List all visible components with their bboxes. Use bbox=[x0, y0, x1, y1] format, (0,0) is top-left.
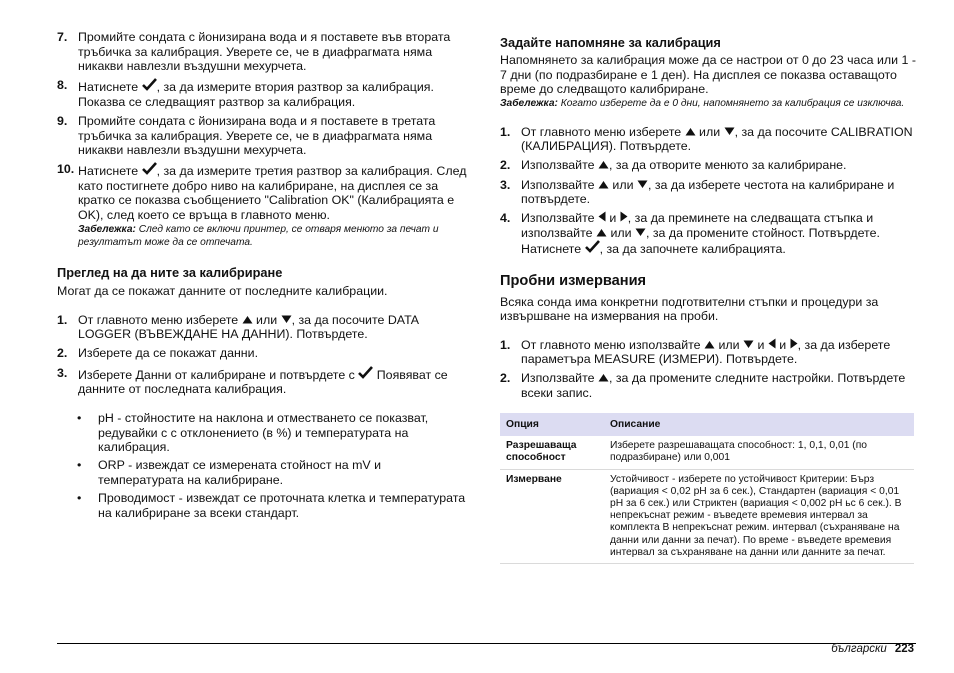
step-text: Промийте сондата с йонизирана вода и я поставете във втората тръбичка за калибрация. Уверете се, че в диафрагмата няма никакви навлезли въздушни мехурчета. bbox=[78, 30, 451, 74]
step-number: 2. bbox=[500, 158, 511, 173]
checkmark-icon bbox=[585, 240, 600, 253]
reminder-step-2 bbox=[500, 158, 916, 173]
step-text-pre: Използвайте bbox=[521, 177, 595, 192]
arrow-up-icon bbox=[704, 340, 715, 349]
step-text-pre: От главното меню изберете bbox=[78, 312, 239, 327]
samples-intro: Всяка сонда има конкретни подготвителни стъпки и процедури за извършване на измервания на проби. bbox=[500, 294, 879, 324]
step-number: 8. bbox=[57, 78, 68, 93]
arrow-up-icon bbox=[596, 228, 607, 237]
note-label: Забележка: bbox=[500, 97, 558, 109]
step-text-post: , за да преминете на следващата стъпка и bbox=[627, 211, 874, 226]
step-text-mid: и bbox=[609, 211, 617, 226]
step-text: Изберете да се покажат данни. bbox=[78, 346, 259, 361]
page-footer bbox=[831, 643, 914, 655]
step-text-line2-post: , за да промените стойност. Потвърдете. bbox=[645, 225, 880, 240]
step-number: 1. bbox=[500, 124, 511, 139]
step-text-post: , за да промените следните настройки. Потвърдете всеки запис. bbox=[521, 371, 906, 400]
step-8 bbox=[57, 78, 470, 109]
table-cell-option: Разрешаваща способност bbox=[500, 436, 604, 469]
arrow-up-icon bbox=[242, 315, 253, 324]
table-header-row bbox=[500, 413, 914, 436]
checkmark-icon bbox=[358, 366, 373, 379]
step-text-pre: Натиснете bbox=[78, 164, 139, 179]
settings-table bbox=[500, 413, 914, 564]
step-9 bbox=[57, 114, 470, 158]
step-number: 2. bbox=[500, 371, 511, 386]
reminder-step-1 bbox=[500, 125, 916, 154]
step-number: 1. bbox=[500, 337, 511, 352]
step-number: 3. bbox=[57, 365, 68, 380]
review-intro: Могат да се покажат данните от последните калибрации. bbox=[57, 284, 388, 299]
reminder-body: Напомнянето за калибрация може да се настрои от 0 до 23 часа или 1 - 7 дни (по подразбиране е 1 ден). На дисплея се показва оставащото време до следващото калибриране. bbox=[500, 53, 916, 97]
arrow-right-icon bbox=[790, 338, 798, 349]
arrow-up-icon bbox=[598, 160, 609, 169]
table-row bbox=[500, 469, 914, 563]
right-column bbox=[500, 35, 916, 564]
arrow-down-icon bbox=[281, 315, 292, 324]
step-number: 2. bbox=[57, 346, 68, 361]
arrow-right-icon bbox=[620, 211, 628, 222]
page-number: 223 bbox=[894, 643, 914, 655]
review-heading: Преглед на да ните за калибриране bbox=[57, 265, 283, 281]
arrow-up-icon bbox=[598, 180, 609, 189]
reminder-note bbox=[500, 97, 916, 110]
step-text: Промийте сондата с йонизирана вода и я поставете в третата тръбичка за калибрация. Уверете се, че в диафрагмата няма никакви навлезли въздушни мехурчета. bbox=[78, 113, 436, 158]
step-text-post: , за да посочите DATA LOGGER (ВЪВЕЖДАНЕ НА ДАННИ). Потвърдете. bbox=[78, 312, 419, 342]
note bbox=[78, 223, 470, 249]
step-text-mid: или bbox=[256, 312, 278, 327]
note-label: Забележка: bbox=[78, 223, 136, 235]
review-bullet-list bbox=[57, 411, 470, 520]
left-column bbox=[57, 30, 470, 524]
footer-rule bbox=[57, 643, 916, 644]
step-text-pre: От главното меню изберете bbox=[521, 124, 682, 139]
step-7 bbox=[57, 30, 470, 74]
step-text-post: , за да измерите втория разтвор за калибрация. Показва се следващият разтвор за калибрация. bbox=[78, 80, 434, 109]
step-text-post: , за да посочите CALIBRATION (КАЛИБРАЦИЯ). Потвърдете. bbox=[521, 124, 913, 154]
bullet-orp: • ORP - извеждат се измерената стойност на mV и температурата на калибриране. bbox=[57, 458, 470, 487]
step-number: 3. bbox=[500, 177, 511, 192]
table-row bbox=[500, 436, 914, 469]
reminder-heading: Задайте напомняне за калибрация bbox=[500, 35, 721, 50]
arrow-down-icon bbox=[724, 127, 735, 136]
step-text-pre: От главното меню използвайте bbox=[521, 337, 701, 352]
arrow-down-icon bbox=[635, 228, 646, 237]
step-text-mid: или bbox=[612, 177, 634, 192]
step-text-pre: Натиснете bbox=[78, 80, 139, 95]
samples-step-2 bbox=[500, 371, 916, 400]
step-number: 9. bbox=[57, 113, 68, 128]
step-10 bbox=[57, 162, 470, 248]
step-text-post: , за да изберете честота на калибриране и потвърдете. bbox=[521, 177, 895, 207]
step-text-m1: или bbox=[718, 337, 740, 352]
note-text: След като се включи принтер, се отваря менюто за печат и резултатът може да се отпечата. bbox=[78, 223, 439, 248]
arrow-down-icon bbox=[743, 340, 754, 349]
arrow-up-icon bbox=[598, 373, 609, 382]
checkmark-icon bbox=[142, 78, 157, 91]
table-header-description: Описание bbox=[604, 413, 914, 436]
step-text-line3-pre: Натиснете bbox=[521, 242, 582, 257]
checkmark-icon bbox=[142, 162, 157, 175]
step-text-line2-mid: или bbox=[610, 225, 632, 240]
step-text-post: , за да измерите третия разтвор за калибрация. След като постигнете добро ниво на калибриране, на дисплея се за кратко се показва съобщението "Calibration OK" (Калибрацията е OK), след което се връща в главното меню. bbox=[78, 164, 467, 223]
bullet-ph: • pH - стойностите на наклона и отместването се показват, редувайки с с отклонението (в %) и температурата на калибрация. bbox=[57, 411, 470, 455]
step-text-pre: Използвайте bbox=[521, 211, 595, 226]
footer-language: български bbox=[831, 643, 887, 655]
arrow-left-icon bbox=[768, 338, 776, 349]
arrow-down-icon bbox=[637, 180, 648, 189]
reminder-step-4 bbox=[500, 211, 916, 257]
step-number: 4. bbox=[500, 211, 511, 226]
step-text-pre: Изберете Данни от калибриране и потвърдете с bbox=[78, 367, 355, 382]
step-text-mid: или bbox=[699, 124, 721, 139]
table-cell-option: Измерване bbox=[500, 469, 604, 563]
step-text-line2-pre: използвайте bbox=[521, 225, 593, 240]
step-text-m3: и bbox=[779, 337, 787, 352]
note-text: Когато изберете да е 0 дни, напомнянето за калибрация се изключва. bbox=[560, 97, 905, 109]
step-text-post: Появяват се данните от последната калибрация. bbox=[78, 367, 448, 397]
step-number: 1. bbox=[57, 312, 68, 327]
samples-heading: Пробни измервания bbox=[500, 272, 647, 289]
reminder-step-3 bbox=[500, 178, 916, 207]
review-step-2 bbox=[57, 346, 470, 361]
arrow-left-icon bbox=[598, 211, 606, 222]
step-text-m2: и bbox=[757, 337, 765, 352]
bullet-conductivity: • Проводимост - извеждат се проточната клетка и температурата на калибриране за всеки стандарт. bbox=[57, 491, 470, 520]
step-text-pre: Използвайте bbox=[521, 371, 595, 386]
step-text-post: , за да изберете параметъра MEASURE (ИЗМЕРИ). Потвърдете. bbox=[521, 337, 891, 367]
step-text-line3-post: , за да започнете калибрацията. bbox=[599, 242, 786, 257]
review-step-3 bbox=[57, 366, 470, 397]
step-number: 7. bbox=[57, 30, 68, 44]
step-text-pre: Използвайте bbox=[521, 158, 595, 173]
review-step-1 bbox=[57, 313, 470, 342]
step-number: 10. bbox=[57, 162, 75, 177]
table-header-option: Опция bbox=[500, 413, 604, 436]
table-cell-description: Изберете разрешаващата способност: 1, 0,1, 0,01 (по подразбиране) или 0,001 bbox=[604, 436, 914, 469]
samples-step-1 bbox=[500, 338, 916, 367]
arrow-up-icon bbox=[685, 127, 696, 136]
table-cell-description: Устойчивост - изберете по устойчивост Критерии: Бърз (вариация < 0,02 pH за 6 сек.), Стандартен (вариация < 0,01 pH за 6 сек.) или Стриктен (вариация < 0,002 pH ьс 6 сек.). В непрекъснат режим - въведете времевия интервал за комплекта В непрекъснат режим. интервал (съхраняване на данни или данни за печат). По време - въведете времевия интервал за съхраняване на данни или данните за печат. bbox=[604, 469, 914, 563]
step-text-post: , за да отворите менюто за калибриране. bbox=[608, 158, 847, 173]
